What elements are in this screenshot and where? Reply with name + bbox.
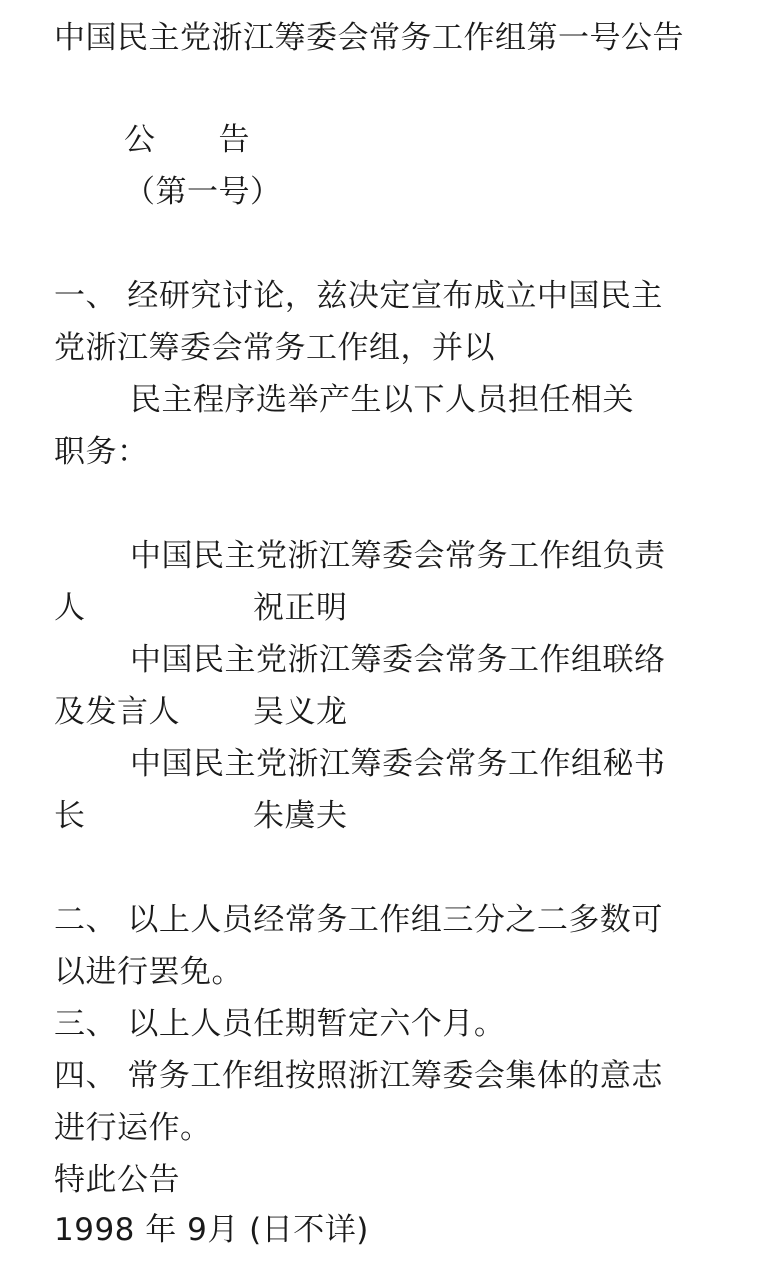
- appointment-role-line2: 人: [54, 590, 86, 626]
- item4-line2: 进行运作。: [54, 1110, 212, 1146]
- appointment-role-line1: 中国民主党浙江筹委会常务工作组联络: [130, 642, 666, 678]
- item2-line1: 二、 以上人员经常务工作组三分之二多数可: [54, 902, 663, 938]
- document-date: 1998 年 9月 (日不详): [54, 1212, 369, 1248]
- appointee-name: 吴义龙: [253, 694, 348, 730]
- appointment-role-line1: 中国民主党浙江筹委会常务工作组秘书: [130, 746, 666, 782]
- item1-line2: 党浙江筹委会常务工作组，并以: [54, 330, 495, 366]
- item3-line: 三、 以上人员任期暂定六个月。: [54, 1006, 506, 1042]
- item2-line2: 以进行罢免。: [54, 954, 243, 990]
- appointee-name: 朱虞夫: [253, 798, 348, 834]
- item1-line1: 一、 经研究讨论，兹决定宣布成立中国民主: [54, 278, 663, 314]
- announcement-heading: 公 告: [124, 122, 250, 158]
- item1-line4: 职务：: [54, 434, 149, 470]
- appointment-role-line1: 中国民主党浙江筹委会常务工作组负责: [130, 538, 666, 574]
- appointee-name: 祝正明: [253, 590, 348, 626]
- item4-line1: 四、 常务工作组按照浙江筹委会集体的意志: [54, 1058, 663, 1094]
- appointment-role-line2: 长: [54, 798, 86, 834]
- announcement-number: （第一号）: [124, 174, 282, 210]
- closing-line: 特此公告: [54, 1162, 180, 1198]
- item1-line3: 民主程序选举产生以下人员担任相关: [130, 382, 634, 418]
- document-title: 中国民主党浙江筹委会常务工作组第一号公告: [54, 20, 684, 56]
- appointment-role-line2: 及发言人: [54, 694, 180, 730]
